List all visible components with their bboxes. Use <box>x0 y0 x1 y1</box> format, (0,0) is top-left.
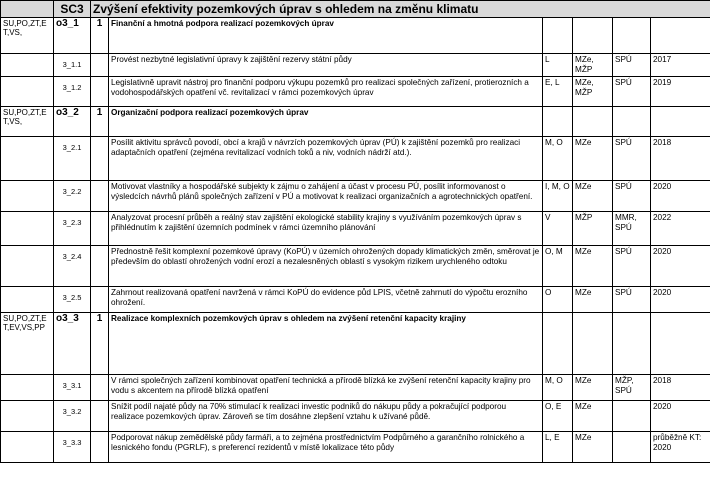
measure-type: E, L <box>543 77 573 107</box>
measure-responsible: MZe <box>573 287 613 313</box>
measure-type: O, M <box>543 246 573 287</box>
measure-cooperation <box>613 432 651 463</box>
table-header-row <box>1 1 710 18</box>
measure-num-cell <box>91 212 109 246</box>
measure-responsible: MZe <box>573 181 613 212</box>
measure-deadline: 2017 <box>651 54 710 77</box>
measure-spacer <box>1 137 54 181</box>
measure-spacer <box>1 432 54 463</box>
measure-spacer <box>1 287 54 313</box>
objective-priority: 1 <box>91 313 109 375</box>
measure-id: 3_1.1 <box>54 54 91 77</box>
objective-type-cell <box>543 18 573 54</box>
objective-id: o3_3 <box>54 313 91 375</box>
objective-row <box>1 313 710 375</box>
measure-id: 3_1.2 <box>54 77 91 107</box>
objective-coop-cell <box>613 18 651 54</box>
measure-num-cell <box>91 77 109 107</box>
measure-type: M, O <box>543 375 573 401</box>
measure-num-cell <box>91 401 109 432</box>
measure-deadline: 2018 <box>651 137 710 181</box>
measure-spacer <box>1 212 54 246</box>
measure-deadline: 2020 <box>651 246 710 287</box>
measure-row <box>1 246 710 287</box>
measure-type: L <box>543 54 573 77</box>
objective-sectors: SU,PO,ZT,E T,VS, <box>1 18 54 54</box>
measure-responsible: MŽP <box>573 212 613 246</box>
measure-id: 3_3.2 <box>54 401 91 432</box>
objective-resp-cell <box>573 107 613 137</box>
measure-row <box>1 287 710 313</box>
measure-type: V <box>543 212 573 246</box>
objective-id: o3_1 <box>54 18 91 54</box>
measure-num-cell <box>91 375 109 401</box>
measure-spacer <box>1 54 54 77</box>
measure-text: V rámci společných zařízení kombinovat opatření technická a přírodě blízká ke zvýšení retenční kapacity krajiny pro vodu s akcentem na přírodě blízká opatření <box>109 375 543 401</box>
measure-text: Provést nezbytné legislativní úpravy k zajištění rezervy státní půdy <box>109 54 543 77</box>
objective-type-cell <box>543 313 573 375</box>
measure-type: O <box>543 287 573 313</box>
measure-responsible: MZe <box>573 137 613 181</box>
measure-deadline: 2018 <box>651 375 710 401</box>
measure-cooperation: SPÚ <box>613 287 651 313</box>
measure-cooperation: MŽP, SPÚ <box>613 375 651 401</box>
measure-id: 3_2.1 <box>54 137 91 181</box>
measure-deadline: 2020 <box>651 181 710 212</box>
measure-row <box>1 54 710 77</box>
objective-year-cell <box>651 313 710 375</box>
measure-type: I, M, O <box>543 181 573 212</box>
measure-row <box>1 137 710 181</box>
objective-coop-cell <box>613 107 651 137</box>
measure-cooperation <box>613 401 651 432</box>
measure-cooperation: SPÚ <box>613 181 651 212</box>
measure-deadline: 2020 <box>651 401 710 432</box>
objective-year-cell <box>651 107 710 137</box>
objective-title: Finanční a hmotná podpora realizací pozemkových úprav <box>109 18 543 54</box>
measure-cooperation: MMR, SPÚ <box>613 212 651 246</box>
section-code: SC3 <box>54 1 91 18</box>
measure-text: Motivovat vlastníky a hospodářské subjekty k zájmu o zahájení a účast v procesu PÚ, posílit informovanost o výsledcích návrhů plánů společných zařízení v PÚ a motivovat k realizaci organizačních a agrotechnických opatření. <box>109 181 543 212</box>
measure-deadline: 2019 <box>651 77 710 107</box>
measure-spacer <box>1 246 54 287</box>
objective-sectors: SU,PO,ZT,E T,VS, <box>1 107 54 137</box>
measure-type: O, E <box>543 401 573 432</box>
measure-spacer <box>1 375 54 401</box>
measure-cooperation: SPÚ <box>613 137 651 181</box>
measure-spacer <box>1 77 54 107</box>
measure-id: 3_2.3 <box>54 212 91 246</box>
measure-type: M, O <box>543 137 573 181</box>
objective-row <box>1 107 710 137</box>
measure-responsible: MZe, MŽP <box>573 54 613 77</box>
measure-id: 3_2.5 <box>54 287 91 313</box>
measure-text: Podporovat nákup zemědělské půdy farmáři, a to zejména prostřednictvím Podpůrného a garančního rolnického a lesnického fondu (PGRLF), s preferencí rezidentů v místě lokalizace této půdy <box>109 432 543 463</box>
objective-title: Realizace komplexních pozemkových úprav s ohledem na zvýšení retenční kapacity krajiny <box>109 313 543 375</box>
objective-year-cell <box>651 18 710 54</box>
objective-title: Organizační podpora realizací pozemkových úprav <box>109 107 543 137</box>
measure-text: Posílit aktivitu správců povodí, obcí a krajů v návrzích pozemkových úprav (PÚ) k zajištění pozemků pro realizaci adaptačních opatření (zejména revitalizací vodních toků a niv, vodních nádrží atd.). <box>109 137 543 181</box>
objective-coop-cell <box>613 313 651 375</box>
measure-num-cell <box>91 54 109 77</box>
measure-spacer <box>1 401 54 432</box>
measure-id: 3_2.4 <box>54 246 91 287</box>
measure-num-cell <box>91 287 109 313</box>
measure-num-cell <box>91 432 109 463</box>
measure-text: Snížit podíl najaté půdy na 70% stimulací k realizaci investic podniků do nákupu půdy a pokračující podporou realizace pozemkových úprav. Zároveň se tím dosáhne zlepšení vztahu k užívané půdě. <box>109 401 543 432</box>
measure-id: 3_2.2 <box>54 181 91 212</box>
objective-row <box>1 18 710 54</box>
measure-row <box>1 212 710 246</box>
measure-text: Zahrnout realizovaná opatření navržená v rámci KoPÚ do evidence půd LPIS, včetně zahrnutí do výpočtu erozního ohrožení. <box>109 287 543 313</box>
measure-deadline: 2020 <box>651 287 710 313</box>
measure-num-cell <box>91 137 109 181</box>
measure-num-cell <box>91 246 109 287</box>
objective-type-cell <box>543 107 573 137</box>
measure-cooperation: SPÚ <box>613 246 651 287</box>
objective-priority: 1 <box>91 107 109 137</box>
measure-row <box>1 375 710 401</box>
section-title: Zvýšení efektivity pozemkových úprav s ohledem na změnu klimatu <box>91 1 710 18</box>
objective-resp-cell <box>573 313 613 375</box>
measure-cooperation: SPÚ <box>613 54 651 77</box>
measure-cooperation: SPÚ <box>613 77 651 107</box>
objective-id: o3_2 <box>54 107 91 137</box>
measure-id: 3_3.1 <box>54 375 91 401</box>
measure-row <box>1 432 710 463</box>
measure-row <box>1 401 710 432</box>
measure-responsible: MZe <box>573 375 613 401</box>
measure-row <box>1 77 710 107</box>
measure-id: 3_3.3 <box>54 432 91 463</box>
measure-responsible: MZe <box>573 401 613 432</box>
objective-resp-cell <box>573 18 613 54</box>
objective-priority: 1 <box>91 18 109 54</box>
measure-spacer <box>1 181 54 212</box>
measure-responsible: MZe, MŽP <box>573 77 613 107</box>
measure-text: Legislativně upravit nástroj pro finanční podporu výkupu pozemků pro realizaci společných zařízení, protierozních a vodohospodářských opatření vč. revitalizací v rámci pozemkových úprav <box>109 77 543 107</box>
objective-sectors: SU,PO,ZT,E T,EV,VS,PP <box>1 313 54 375</box>
header-spacer <box>1 1 54 18</box>
measure-deadline: průběžně KT: 2020 <box>651 432 710 463</box>
measure-responsible: MZe <box>573 246 613 287</box>
measure-responsible: MZe <box>573 432 613 463</box>
measure-num-cell <box>91 181 109 212</box>
measure-row <box>1 181 710 212</box>
measure-type: L, E <box>543 432 573 463</box>
measure-text: Analyzovat procesní průběh a reálný stav zajištění ekologické stability krajiny s využíváním pozemkových úprav s přihlédnutím k zajištění územních podmínek v rámci územního plánování <box>109 212 543 246</box>
measure-text: Přednostně řešit komplexní pozemkové úpravy (KoPÚ) v územích ohrožených dopady klimatických změn, směrovat je především do oblastí ohrožených vodní erozí a nezalesněných oblastí s vysokým rizikem urychleného odtoku <box>109 246 543 287</box>
measure-deadline: 2022 <box>651 212 710 246</box>
